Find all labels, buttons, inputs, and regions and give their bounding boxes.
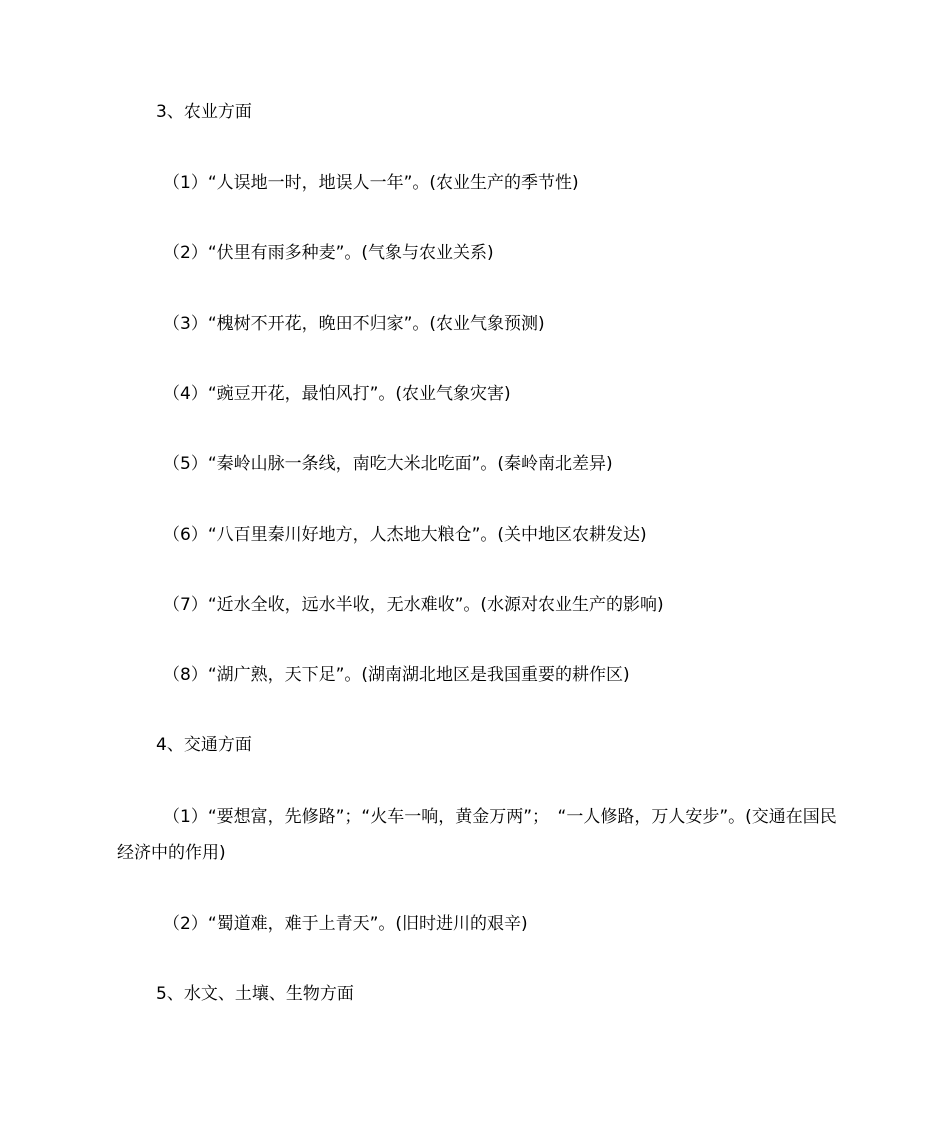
list-item: （7）“近水全收，远水半收，无水难收”。(水源对农业生产的影响) — [163, 595, 664, 615]
list-item: （3）“槐树不开花，晚田不归家”。(农业气象预测) — [163, 314, 545, 334]
section-heading-transport: 4、交通方面 — [156, 735, 252, 755]
list-item: （1）“人误地一时，地误人一年”。(农业生产的季节性) — [163, 173, 579, 193]
list-item: （5）“秦岭山脉一条线，南吃大米北吃面”。(秦岭南北差异) — [163, 454, 613, 474]
list-item: （4）“豌豆开花，最怕风打”。(农业气象灾害) — [163, 384, 511, 404]
list-item: （6）“八百里秦川好地方，人杰地大粮仓”。(关中地区农耕发达) — [163, 525, 647, 545]
section-heading-agriculture: 3、农业方面 — [156, 102, 252, 122]
list-item: （2）“蜀道难，难于上青天”。(旧时进川的艰辛) — [163, 914, 528, 934]
section-heading-hydrology: 5、水文、土壤、生物方面 — [156, 984, 354, 1004]
list-item: （8）“湖广熟，天下足”。(湖南湖北地区是我国重要的耕作区) — [163, 665, 630, 685]
list-item-multiline: （1）“要想富，先修路”；“火车一响，黄金万两”； “一人修路，万人安步”。(交通在国民经济中的作用) — [117, 807, 837, 863]
list-item: （2）“伏里有雨多种麦”。(气象与农业关系) — [163, 243, 494, 263]
